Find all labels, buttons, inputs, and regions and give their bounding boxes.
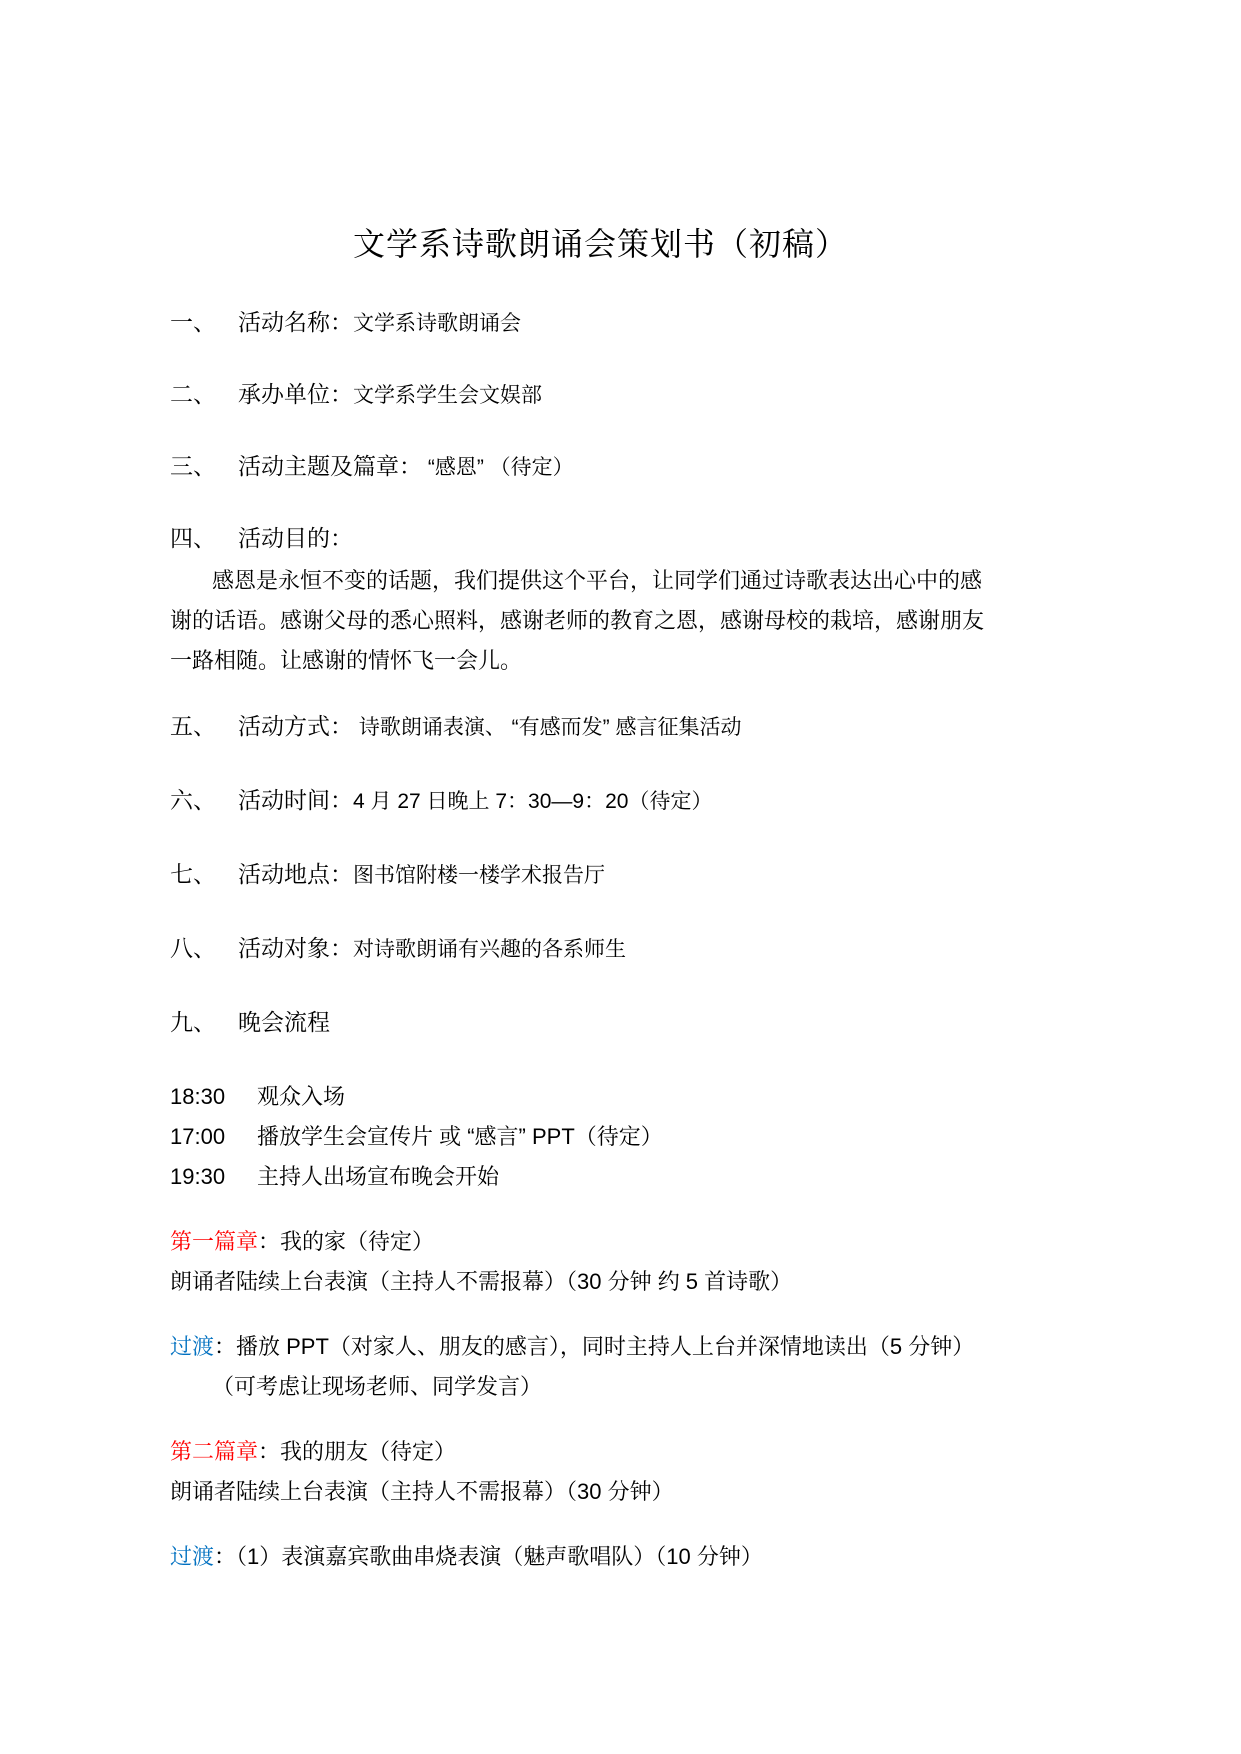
purpose-line: 感恩是永恒不变的话题，我们提供这个平台，让同学们通过诗歌表达出心中的感 [212,568,983,593]
item-content: “感恩” （待定） [422,456,574,479]
item-number: 一、 [170,309,216,335]
section-body-line: （可考虑让现场老师、同学发言） [212,1374,543,1399]
item-number: 五、 [170,713,216,739]
schedule-time: 17:00 [170,1124,226,1149]
schedule-row [170,1077,1091,1117]
transition-lead: 过渡 [170,1544,215,1569]
section-heading-line [170,1432,1091,1472]
schedule-time: 18:30 [170,1084,226,1109]
item-format [170,711,1091,743]
schedule-desc: 观众入场 [257,1084,346,1109]
schedule-desc: 播放学生会宣传片 或 “感言” PPT（待定） [257,1124,663,1149]
item-content: 诗歌朗诵表演、 “有感而发” 感言征集活动 [353,716,742,739]
section-chapter-2 [170,1432,1091,1512]
item-heading: 承办单位： [238,381,353,407]
item-content: 文学系诗歌朗诵会 [353,312,521,335]
transition-lead: 过渡 [170,1334,215,1359]
item-heading: 活动方式： [238,713,353,739]
section-heading-text: ：播放 PPT（对家人、朋友的感言），同时主持人上台并深情地读出（5 分钟） [214,1334,975,1359]
item-heading: 活动对象： [238,935,353,961]
item-heading: 活动主题及篇章： [238,453,422,479]
item-time [170,785,1091,817]
item-content: 文学系学生会文娱部 [353,384,542,407]
section-heading-text: ：我的朋友（待定） [258,1439,457,1464]
section-heading-text: ：我的家（待定） [258,1229,435,1254]
item-heading: 活动时间： [238,787,353,813]
item-activity-name [170,307,1091,339]
item-purpose [170,523,1091,553]
section-body-line: 朗诵者陆续上台表演（主持人不需报幕）（30 分钟） [170,1479,674,1504]
item-number: 八、 [170,935,216,961]
schedule-row [170,1117,1091,1157]
item-number: 七、 [170,861,216,887]
item-heading: 晚会流程 [238,1009,330,1035]
section-heading-line [170,1537,1091,1577]
item-audience [170,933,1091,965]
item-number: 四、 [170,525,216,551]
chapter-lead: 第一篇章 [170,1229,259,1254]
section-chapter-1 [170,1222,1091,1302]
schedule-row [170,1157,1091,1197]
item-number: 三、 [170,453,216,479]
purpose-paragraph [170,561,1091,681]
chapter-lead: 第二篇章 [170,1439,259,1464]
section-heading-line [170,1327,1091,1367]
item-program [170,1007,1091,1037]
item-content: 对诗歌朗诵有兴趣的各系师生 [353,938,626,961]
section-transition-1 [170,1327,1091,1407]
item-heading: 活动名称： [238,309,353,335]
schedule-list [170,1077,1091,1197]
schedule-desc: 主持人出场宣布晚会开始 [257,1164,500,1189]
purpose-line: 谢的话语。感谢父母的悉心照料，感谢老师的教育之恩，感谢母校的栽培，感谢朋友 [170,608,985,633]
item-organizer [170,379,1091,411]
item-theme [170,451,1091,483]
section-heading-text: ：（1）表演嘉宾歌曲串烧表演（魅声歌唱队）（10 分钟） [214,1544,763,1569]
section-body-line: 朗诵者陆续上台表演（主持人不需报幕）（30 分钟 约 5 首诗歌） [170,1269,793,1294]
item-number: 九、 [170,1009,216,1035]
purpose-line: 一路相随。让感谢的情怀飞一会儿。 [170,648,523,673]
item-number: 二、 [170,381,216,407]
item-content: 4 月 27 日晚上 7：30—9：20（待定） [353,790,713,813]
item-heading: 活动地点： [238,861,353,887]
section-transition-2 [170,1537,1091,1577]
section-heading-line [170,1222,1091,1262]
document-title: 文学系诗歌朗诵会策划书（初稿） [352,226,848,262]
item-heading: 活动目的： [238,525,353,551]
item-content: 图书馆附楼一楼学术报告厅 [353,864,605,887]
item-location [170,859,1091,891]
item-number: 六、 [170,787,216,813]
schedule-time: 19:30 [170,1164,226,1189]
